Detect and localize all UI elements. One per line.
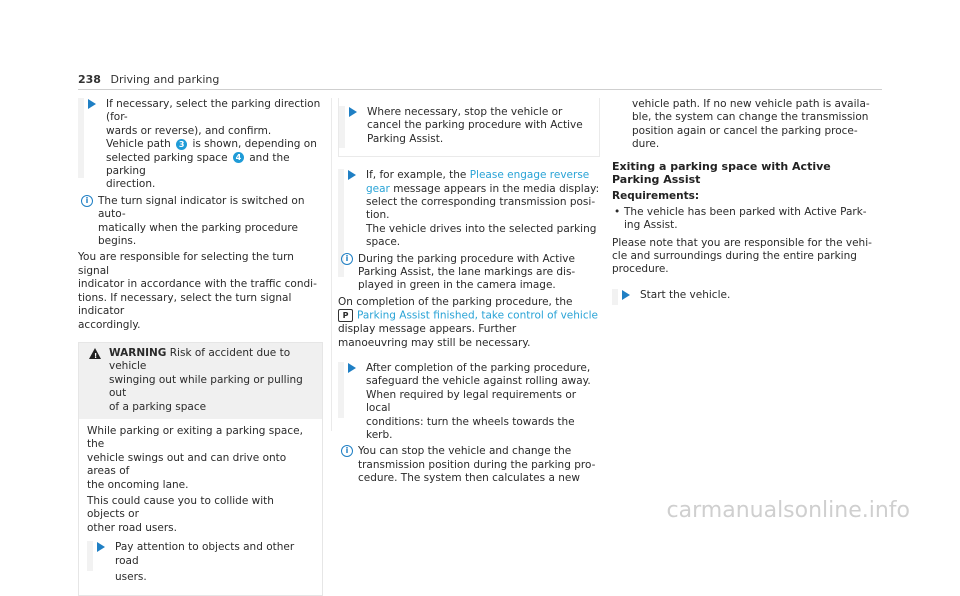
step-arrow-icon [622,290,630,300]
warning-title: WARNING [109,346,167,359]
requirements-heading: Requirements: [612,190,700,203]
column-divider [331,98,332,431]
warning-body: While parking or exiting a parking space, the vehicle swings out and can drive onto areas of the oncoming lane. This could cause you to collide with objects or other road users. Pay attention to objects and other road users. [79,419,322,595]
step-safeguard: After completion of the parking procedure, safeguard the vehicle against rolling away. When required by legal requirements or local conditions: turn the wheels towards the kerb. [338,362,600,442]
column-3 [612,98,880,304]
note-continued: vehicle path. If no new vehicle path is availa- ble, the system can change the transmission position again or cancel the parking proce- dure. [632,98,870,151]
warning-box-continued [338,98,600,157]
step-pay-attention: Pay attention to objects and other road users. [87,541,314,584]
responsibility-paragraph: You are responsible for selecting the turn signal indicator in accordance with the traffic condi- tions. If necessary, select the turn signal indicator accordingly. [78,251,317,331]
parking-assist-icon: P [338,309,353,322]
column-1 [78,98,323,596]
info-icon: i [81,195,93,207]
column-2 [338,98,600,489]
section-title: Driving and parking [110,73,220,86]
text-line: Vehicle path 3 is shown, depending on [106,138,317,151]
page-number: 238 [78,73,101,86]
note-change-transmission: i You can stop the vehicle and change the transmission position during the parking pro- cedure. The system then calculates a new [338,445,600,485]
step-start-vehicle: Start the vehicle. [612,289,880,302]
step-arrow-icon [88,99,96,109]
text-line: wards or reverse), and confirm. [106,124,272,137]
step-select-direction [78,98,323,192]
step-arrow-icon [349,107,357,117]
display-message-engage-reverse: Please engage reverse gear [366,169,590,195]
info-icon: i [341,253,353,265]
step-arrow-icon [97,542,105,552]
header-divider [78,89,882,90]
note-paragraph: Please note that you are responsible for the vehi- cle and surroundings during the entire parking procedure. [612,236,872,276]
note-lane-markings: i During the parking procedure with Active Parking Assist, the lane markings are dis- played in green in the camera image. [338,253,600,293]
step-engage-reverse: If, for example, the Please engage reverse gear message appears in the media display: select the corresponding transmission posi- tion. The vehicle drives into the selected parking space. [338,169,600,249]
text-line: selected parking space 4 and the parking [106,151,290,178]
page-header [78,73,219,86]
warning-box [78,342,323,596]
step-arrow-icon [348,170,356,180]
note-turn-signal: i The turn signal indicator is switched on auto- matically when the parking procedure begins. [78,195,323,249]
step-arrow-icon [348,363,356,373]
warning-header: ! WARNING Risk of accident due to vehicle swinging out while parking or pulling out of a parking space [79,343,322,419]
section-heading: Exiting a parking space with Active Parking Assist [612,159,831,187]
callout-3-badge: 3 [176,139,187,150]
text-line: direction. [106,178,156,191]
display-message-finished: Parking Assist finished, take control of vehicle [357,309,598,322]
info-icon: i [341,445,353,457]
step-bar [78,98,84,178]
watermark: carmanualsonline.info [666,498,910,523]
completion-paragraph: On completion of the parking procedure, the P Parking Assist finished, take control of vehicle display message appears. Further manoeuvring may still be necessary. [338,295,598,349]
requirement-item: • The vehicle has been parked with Active Park- ing Assist. [612,206,880,233]
warning-triangle-icon: ! [89,348,101,359]
step-stop-vehicle: Where necessary, stop the vehicle or cancel the parking procedure with Active Parking Assist. [339,106,599,146]
callout-4-badge: 4 [233,152,244,163]
text-line: If necessary, select the parking direction (for- [106,98,321,124]
